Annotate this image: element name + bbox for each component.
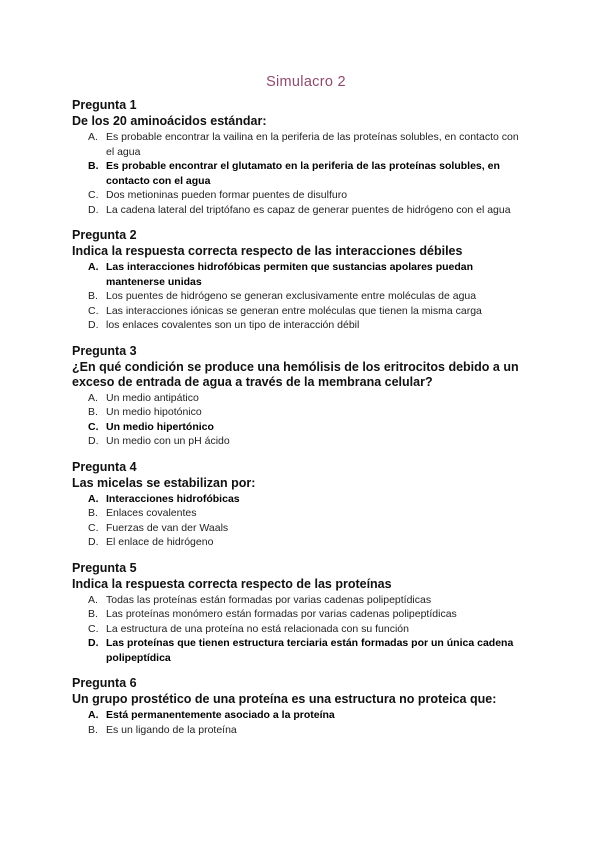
option-text: Enlaces covalentes xyxy=(106,507,197,519)
answer-option xyxy=(72,535,532,550)
answer-option xyxy=(72,304,532,319)
question-label: Pregunta 1 xyxy=(72,98,137,112)
option-text: Las proteínas que tienen estructura terciaria están formadas por un única cadena polipeptídica xyxy=(106,637,514,664)
option-text: Todas las proteínas están formadas por varias cadenas polipeptídicas xyxy=(106,593,432,606)
option-letter: B. xyxy=(88,406,98,418)
option-text: El enlace de hidrógeno xyxy=(106,536,214,548)
option-letter: D. xyxy=(88,637,99,649)
option-letter: D. xyxy=(88,203,99,216)
answer-option xyxy=(72,593,532,608)
option-text: Un medio hipertónico xyxy=(106,420,214,433)
answer-option xyxy=(72,434,532,449)
question-4 xyxy=(72,460,532,550)
question-label: Pregunta 3 xyxy=(72,343,137,358)
option-list xyxy=(72,708,532,737)
option-letter: A. xyxy=(88,593,98,606)
answer-option xyxy=(72,318,532,333)
question-2 xyxy=(72,228,532,333)
correct-option xyxy=(72,159,532,188)
option-letter: C. xyxy=(88,304,99,317)
question-stem: Un grupo prostético de una proteína es una estructura no proteica que: xyxy=(72,692,497,706)
question-label: Pregunta 4 xyxy=(72,459,137,474)
question-3 xyxy=(72,344,532,449)
answer-option xyxy=(72,289,532,304)
question-6 xyxy=(72,676,532,737)
question-stem: ¿En qué condición se produce una hemólisis de los eritrocitos debido a un exceso de entrada de agua a través de la membrana celular? xyxy=(72,359,519,389)
option-text: Un medio con un pH ácido xyxy=(106,435,230,447)
option-text: los enlaces covalentes son un tipo de interacción débil xyxy=(106,319,360,331)
answer-option xyxy=(72,521,532,536)
question-5 xyxy=(72,561,532,666)
option-letter: A. xyxy=(88,131,98,143)
answer-option xyxy=(72,723,532,738)
option-letter: B. xyxy=(88,160,99,172)
question-list xyxy=(72,98,532,737)
option-letter: A. xyxy=(88,492,99,505)
correct-option xyxy=(72,260,532,289)
option-text: Los puentes de hidrógeno se generan exclusivamente entre moléculas de agua xyxy=(106,290,477,302)
option-text: Fuerzas de van der Waals xyxy=(106,521,229,534)
question-label: Pregunta 5 xyxy=(72,560,137,575)
option-letter: B. xyxy=(88,507,98,519)
question-stem: Indica la respuesta correcta respecto de las interacciones débiles xyxy=(72,244,463,258)
option-text: Está permanentemente asociado a la proteína xyxy=(106,709,335,721)
option-text: Es probable encontrar la vailina en la periferia de las proteínas solubles, en contacto con el agua xyxy=(106,131,519,158)
option-text: La estructura de una proteína no está relacionada con su función xyxy=(106,622,409,635)
answer-option xyxy=(72,391,532,406)
option-list xyxy=(72,593,532,666)
option-text: Las interacciones hidrofóbicas permiten que sustancias apolares puedan mantenerse unidas xyxy=(106,261,474,288)
option-letter: C. xyxy=(88,189,99,201)
option-list xyxy=(72,492,532,550)
option-letter: A. xyxy=(88,709,99,721)
option-letter: B. xyxy=(88,290,98,302)
question-stem: Las micelas se estabilizan por: xyxy=(72,475,256,490)
correct-option xyxy=(72,420,532,435)
question-label: Pregunta 6 xyxy=(72,676,137,690)
answer-option xyxy=(72,607,532,622)
option-letter: C. xyxy=(88,521,99,534)
question-1 xyxy=(72,98,532,217)
answer-option xyxy=(72,188,532,203)
option-text: Un medio hipotónico xyxy=(106,406,202,418)
answer-option xyxy=(72,622,532,637)
answer-option xyxy=(72,203,532,218)
option-text: La cadena lateral del triptófano es capaz de generar puentes de hidrógeno con el agua xyxy=(106,203,511,216)
option-list xyxy=(72,130,532,217)
option-letter: C. xyxy=(88,622,99,635)
option-list xyxy=(72,391,532,449)
correct-option xyxy=(72,708,532,723)
document-page xyxy=(72,74,532,748)
question-label: Pregunta 2 xyxy=(72,228,137,242)
question-stem: De los 20 aminoácidos estándar: xyxy=(72,114,267,128)
option-text: Un medio antipático xyxy=(106,391,199,404)
option-text: Las interacciones iónicas se generan entre moléculas que tienen la misma carga xyxy=(106,304,482,317)
option-letter: D. xyxy=(88,435,99,447)
answer-option xyxy=(72,130,532,159)
answer-option xyxy=(72,405,532,420)
option-letter: B. xyxy=(88,723,98,736)
correct-option xyxy=(72,636,532,665)
option-text: Las proteínas monómero están formadas por varias cadenas polipeptídicas xyxy=(106,608,457,620)
option-letter: B. xyxy=(88,608,98,620)
question-stem: Indica la respuesta correcta respecto de las proteínas xyxy=(72,576,392,591)
option-letter: D. xyxy=(88,536,99,548)
answer-option xyxy=(72,506,532,521)
option-letter: A. xyxy=(88,391,98,404)
option-letter: D. xyxy=(88,319,99,331)
option-text: Es probable encontrar el glutamato en la periferia de las proteínas solubles, en contacto con el agua xyxy=(106,160,500,187)
page-title: Simulacro 2 xyxy=(266,74,346,90)
option-letter: A. xyxy=(88,261,99,273)
correct-option xyxy=(72,492,532,507)
option-text: Es un ligando de la proteína xyxy=(106,723,237,736)
option-list xyxy=(72,260,532,333)
option-letter: C. xyxy=(88,420,99,433)
option-text: Dos metioninas pueden formar puentes de disulfuro xyxy=(106,189,348,201)
option-text: Interacciones hidrofóbicas xyxy=(106,492,240,505)
